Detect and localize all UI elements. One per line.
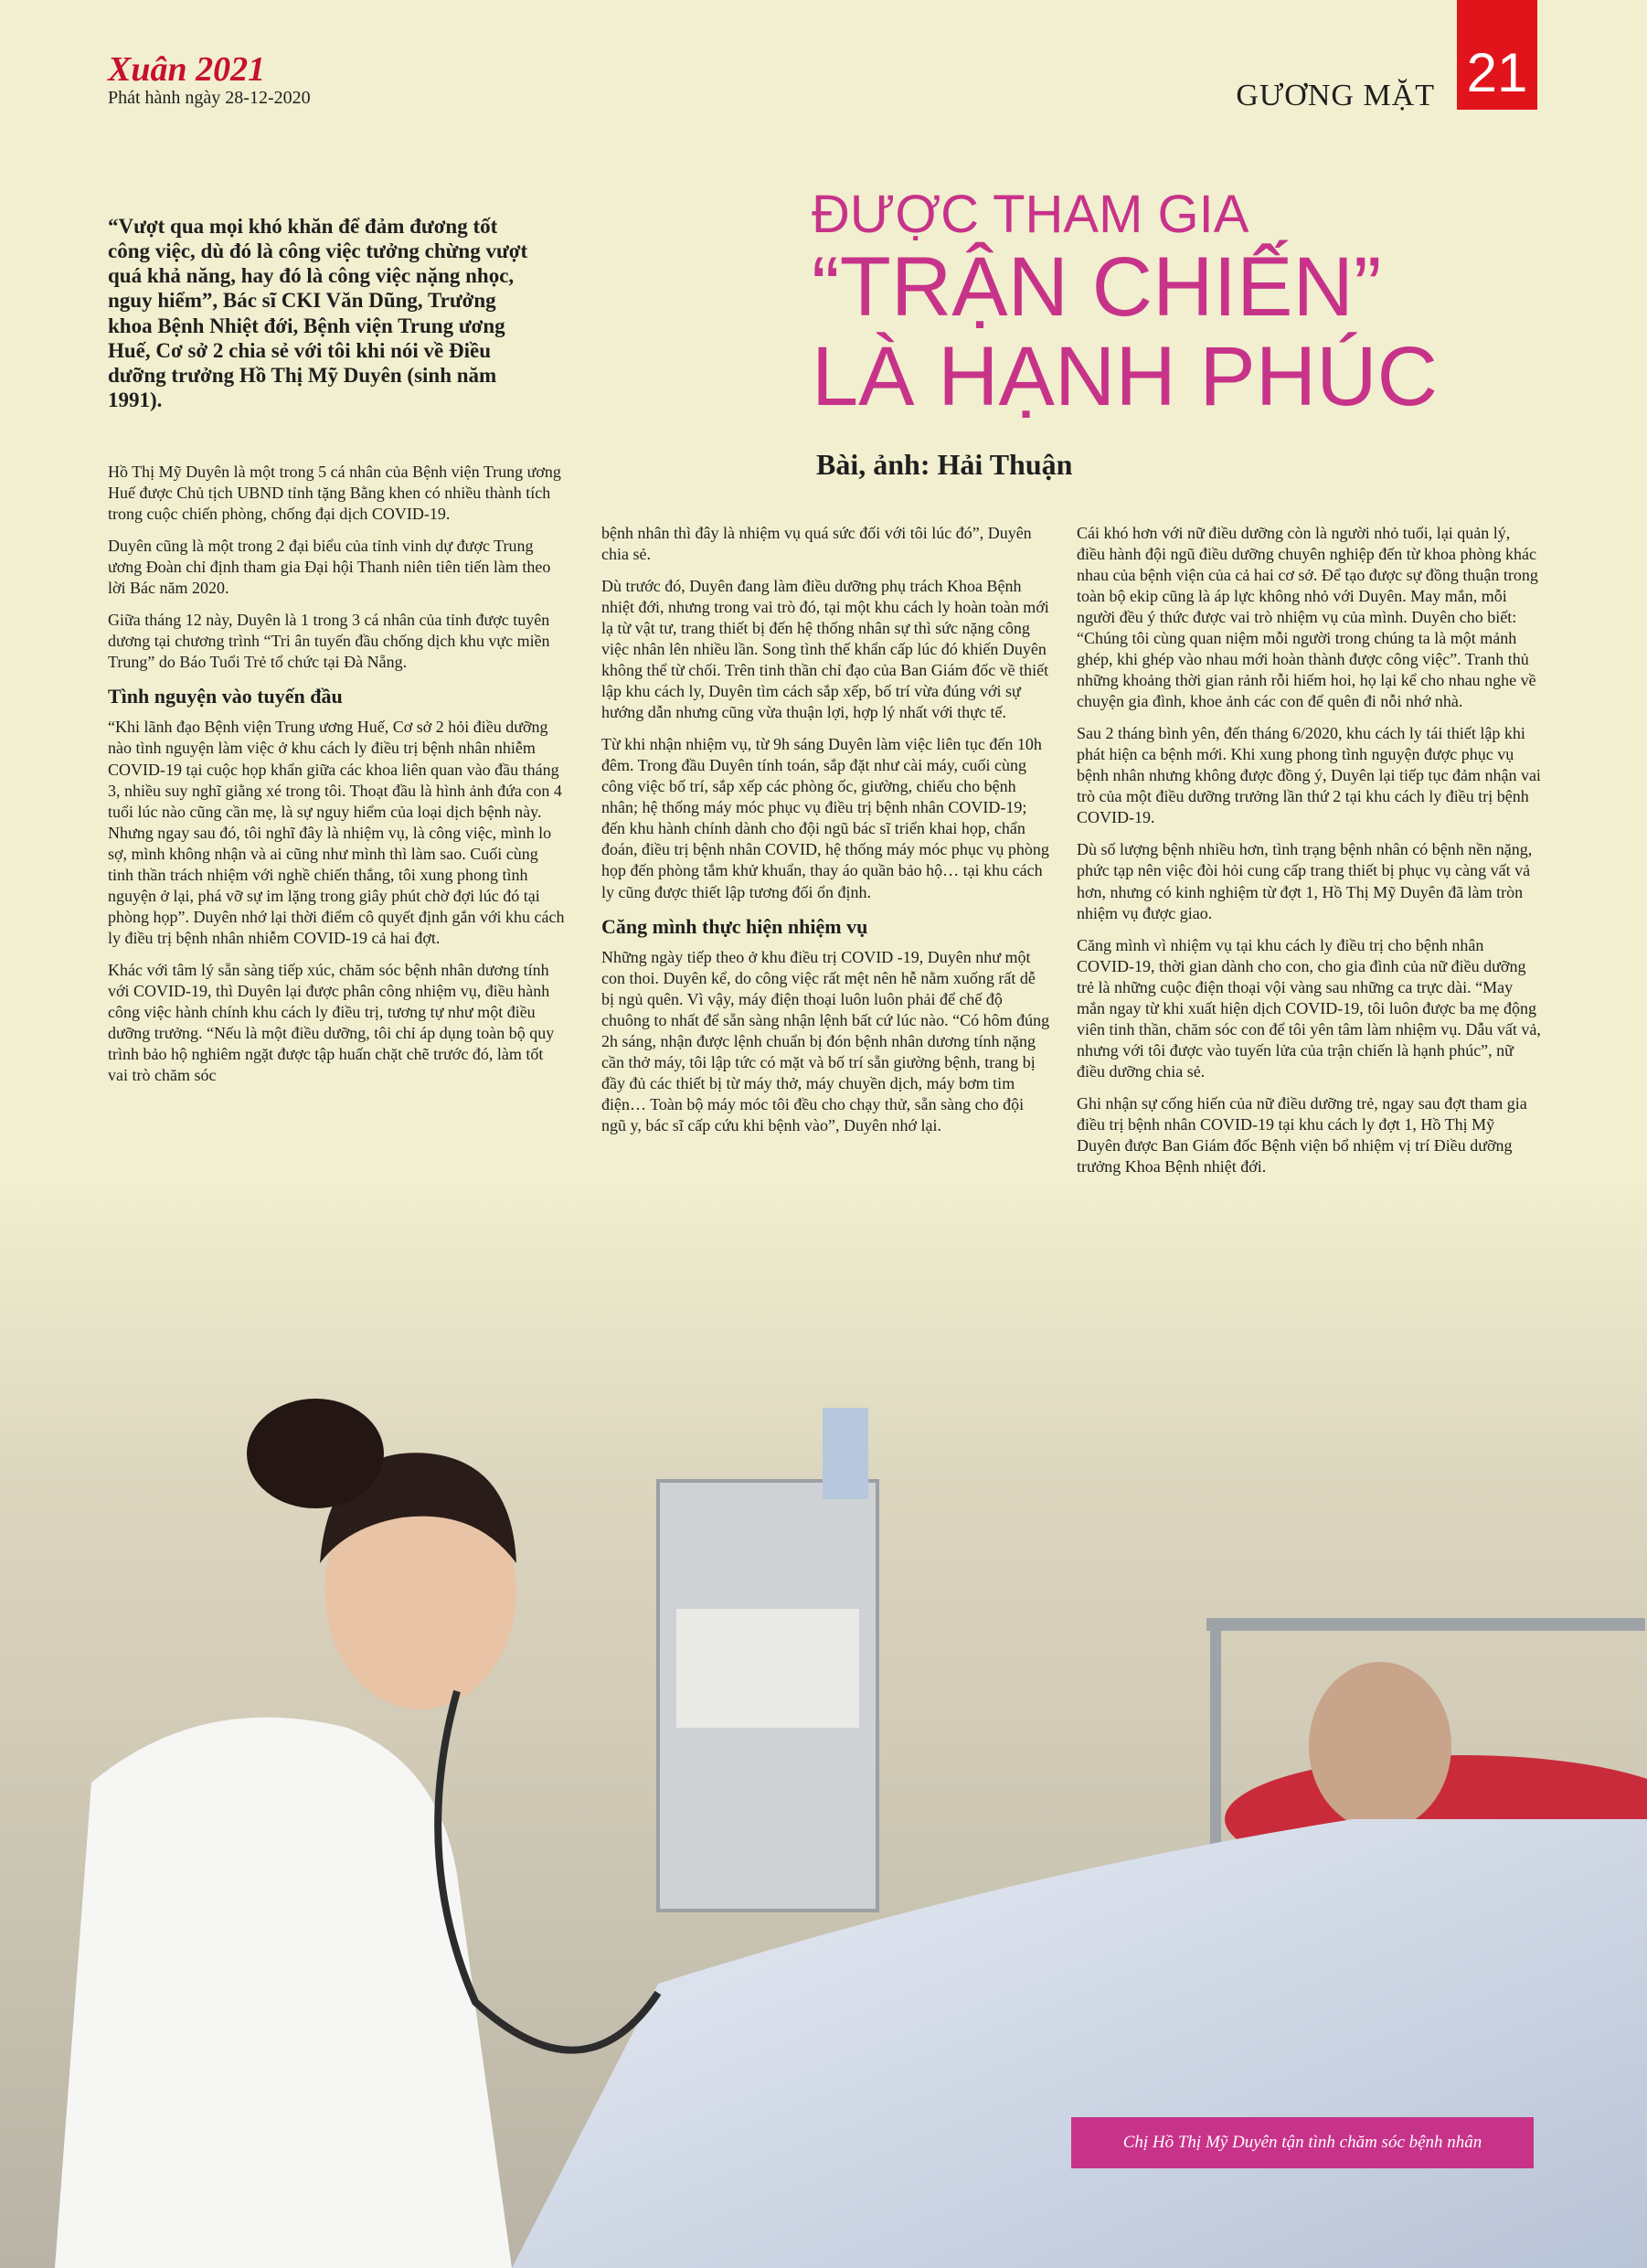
section-label: GƯƠNG MẶT (1236, 79, 1435, 112)
byline: Bài, ảnh: Hải Thuận (816, 448, 1073, 481)
title-line-2: “TRẬN CHIẾN” (812, 240, 1382, 335)
photo-caption: Chị Hồ Thị Mỹ Duyên tận tình chăm sóc bệnh nhân (1071, 2117, 1534, 2168)
paragraph: Dù trước đó, Duyên đang làm điều dưỡng phụ trách Khoa Bệnh nhiệt đới, nhưng trong vai trò đó, tại một khu cách ly hoàn toàn mới lạ từ vật tư, trang thiết bị đến hệ thống nhân sự thì sức nặng công việc nhân lên nhiều lần. Song tình thế khẩn cấp lúc đó khiến Duyên không thể từ chối. Trên tinh thần chỉ đạo của Ban Giám đốc về thiết lập khu cách ly, Duyên tìm cách sắp xếp, bố trí vừa đúng với sự hướng dẫn nhưng cũng vừa thuận lợi, hợp lý nhất với thực tế. (601, 577, 1049, 722)
paragraph: Dù số lượng bệnh nhiều hơn, tình trạng bệnh nhân có bệnh nền nặng, phức tạp nên việc đòi hỏi cung cấp trang thiết bị phục vụ càng vất vả hơn, nhưng có kinh nghiệm từ đợt 1, Hồ Thị Mỹ Duyên đã làm tròn nhiệm vụ được giao. (1077, 840, 1533, 922)
subheading: Tình nguyện vào tuyến đầu (108, 685, 343, 708)
issue-label: Xuân 2021 (108, 50, 266, 89)
paragraph: Ghi nhận sự cống hiến của nữ điều dưỡng trẻ, ngay sau đợt tham gia điều trị bệnh nhân COVID-19 tại khu cách ly đợt 1, Hồ Thị Mỹ Duyên được Ban Giám đốc Bệnh viện bổ nhiệm vị trí Điều dưỡng trưởng Khoa Bệnh nhiệt đới. (1077, 1093, 1527, 1176)
paragraph: Những ngày tiếp theo ở khu điều trị COVID -19, Duyên như một con thoi. Duyên kể, do công việc rất mệt nên hễ nằm xuống rất dễ bị ngủ quên. Vì vậy, máy điện thoại luôn luôn phải để chế độ chuông to nhất để sẵn sàng nhận lệnh bất cứ lúc nào. “Có hôm đúng 2h sáng, nhận được lệnh chuẩn bị đón bệnh nhân dương tính nặng cần thở máy, tôi lập tức có mặt và bố trí sẵn giường bệnh, trang bị đầy đủ các thiết bị từ máy thở, máy chuyền dịch, máy bơm tim điện… Toàn bộ máy móc tôi đều cho chạy thử, sẵn sàng cho đội ngũ y, bác sĩ cấp cứu khi bệnh vào”, Duyên nhớ lại. (601, 947, 1050, 1134)
publish-date: Phát hành ngày 28-12-2020 (108, 88, 311, 108)
paragraph: Sau 2 tháng bình yên, đến tháng 6/2020, khu cách ly tái thiết lập khi phát hiện ca bệnh mới. Khi xung phong tình nguyện được phục vụ bệnh nhân nhưng không được đồng ý, Duyên lại tiếp tục đảm nhận vai trò của một điều dưỡng trưởng lần thứ 2 tại khu cách ly điều trị bệnh COVID-19. (1077, 724, 1541, 827)
title-line-3: LÀ HẠNH PHÚC (812, 329, 1439, 423)
subheading: Căng mình thực hiện nhiệm vụ (601, 914, 868, 938)
paragraph: Khác với tâm lý sẵn sàng tiếp xúc, chăm sóc bệnh nhân dương tính với COVID-19, thì Duyên lại được phân công nhiệm vụ, điều hành công việc hành chính khu cách ly điều trị, tương tự như một điều dưỡng trưởng. “Nếu là một điều dưỡng, tôi chỉ áp dụng toàn bộ quy trình bảo hộ nghiêm ngặt được tập huấn chặt chẽ trước đó, làm tốt vai trò chăm sóc (108, 960, 555, 1084)
nurse-patient-photo (0, 1179, 1647, 2268)
paragraph: Cái khó hơn với nữ điều dưỡng còn là người nhỏ tuổi, lại quản lý, điều hành đội ngũ điều dưỡng chuyên nghiệp đến từ khoa phòng khác nhau của bệnh viện của cả hai cơ sở. Để tạo được sự đồng thuận trong toàn bộ ekip cũng là áp lực không nhỏ với Duyên. May mắn, mỗi người đều ý thức được vai trò nhiệm vụ của mình. Duyên cho biết: “Chúng tôi cùng quan niệm mỗi người trong chúng ta là một mảnh ghép, khi ghép vào nhau mới hoàn thành được công việc”. Tranh thủ những khoảng thời gian rảnh rỗi hiếm hoi, họ lại kể cho nhau nghe về chuyện gia đình, khoe ảnh các con để quên đi nỗi nhớ nhà. (1077, 524, 1538, 711)
article-column-2 (601, 523, 1051, 1147)
paragraph: Duyên cũng là một trong 2 đại biểu của tỉnh vinh dự được Trung ương Đoàn chỉ định tham gia Đại hội Thanh niên tiên tiến làm theo lời Bác năm 2020. (108, 537, 551, 598)
article-column-1 (108, 462, 565, 1097)
title-line-1: ĐƯỢC THAM GIA (812, 185, 1249, 244)
paragraph: Căng mình vì nhiệm vụ tại khu cách ly điều trị cho bệnh nhân COVID-19, thời gian dành cho con, cho gia đình của nữ điều dưỡng trẻ là những cuộc điện thoại vội vàng sau những ca trực dài. “May mắn ngay từ khi xuất hiện dịch COVID-19, tôi luôn được ba mẹ động viên tinh thần, chăm sóc con để tôi yên tâm làm nhiệm vụ. Dẫu vất vả, nhưng với tôi được vào tuyến lửa của trận chiến là hạnh phúc”, nữ điều dưỡng chia sẻ. (1077, 935, 1541, 1081)
paragraph: Từ khi nhận nhiệm vụ, từ 9h sáng Duyên làm việc liên tục đến 10h đêm. Trong đầu Duyên tính toán, sắp đặt như cài máy, cuối cùng công việc bố trí, sắp xếp các phòng ốc, giường, chiếu cho bệnh nhân; hệ thống máy móc phục vụ điều trị bệnh nhân COVID-19; đến khu hành chính dành cho đội ngũ bác sĩ triển khai họp, chẩn đoán, điều trị bệnh nhân COVID, hệ thống máy móc phục vụ phòng họp đến phòng tắm khử khuẩn, thay áo quần bảo hộ… tại khu cách ly cũng được thiết lập tương đối ổn định. (601, 735, 1049, 901)
article-title (812, 187, 1438, 421)
paragraph: bệnh nhân thì đây là nhiệm vụ quá sức đối với tôi lúc đó”, Duyên chia sẻ. (601, 524, 1032, 564)
lead-paragraph: “Vượt qua mọi khó khăn để đảm đương tốt công việc, dù đó là công việc tưởng chừng vượt quá khả năng, hay đó là công việc nặng nhọc, nguy hiểm”, Bác sĩ CKI Văn Dũng, Trưởng khoa Bệnh Nhiệt đới, Bệnh viện Trung ương Huế, Cơ sở 2 chia sẻ với tôi khi nói về Điều dưỡng trưởng Hồ Thị Mỹ Duyên (sinh năm 1991). (108, 215, 528, 411)
page-number: 21 (1457, 0, 1537, 110)
paragraph: Giữa tháng 12 này, Duyên là 1 trong 3 cá nhân của tỉnh được tuyên dương tại chương trình “Tri ân tuyến đầu chống dịch khu vực miền Trung” do Báo Tuổi Trẻ tổ chức tại Đà Nẵng. (108, 611, 550, 672)
paragraph: Hồ Thị Mỹ Duyên là một trong 5 cá nhân của Bệnh viện Trung ương Huế được Chủ tịch UBND tỉnh tặng Bằng khen có nhiều thành tích trong cuộc chiến phòng, chống đại dịch COVID-19. (108, 463, 561, 524)
paragraph: “Khi lãnh đạo Bệnh viện Trung ương Huế, Cơ sở 2 hỏi điều dưỡng nào tình nguyện làm việc ở khu cách ly điều trị bệnh nhân nhiễm COVID-19 tại cuộc họp khẩn giữa các khoa liên quan vào đầu tháng 3, nhiều suy nghĩ giằng xé trong tôi. Thoạt đầu là hình ảnh đứa con 4 tuổi lúc nào cũng cần mẹ, là sự nguy hiểm của loại dịch bệnh này. Nhưng ngay sau đó, tôi nghĩ đây là nhiệm vụ, là công việc, mình lo sợ, mình không nhận và ai cũng như mình thì làm sao. Cuối cùng tinh thần trách nhiệm với nghề chiến thắng, tôi xung phong tình nguyện ở lại, phá vỡ sự im lặng trong giây phút chờ đợi lúc đó tại phòng họp”. Duyên nhớ lại thời điểm cô quyết định gắn với khu cách ly điều trị bệnh nhân nhiễm COVID-19 cả hai đợt. (108, 718, 565, 947)
